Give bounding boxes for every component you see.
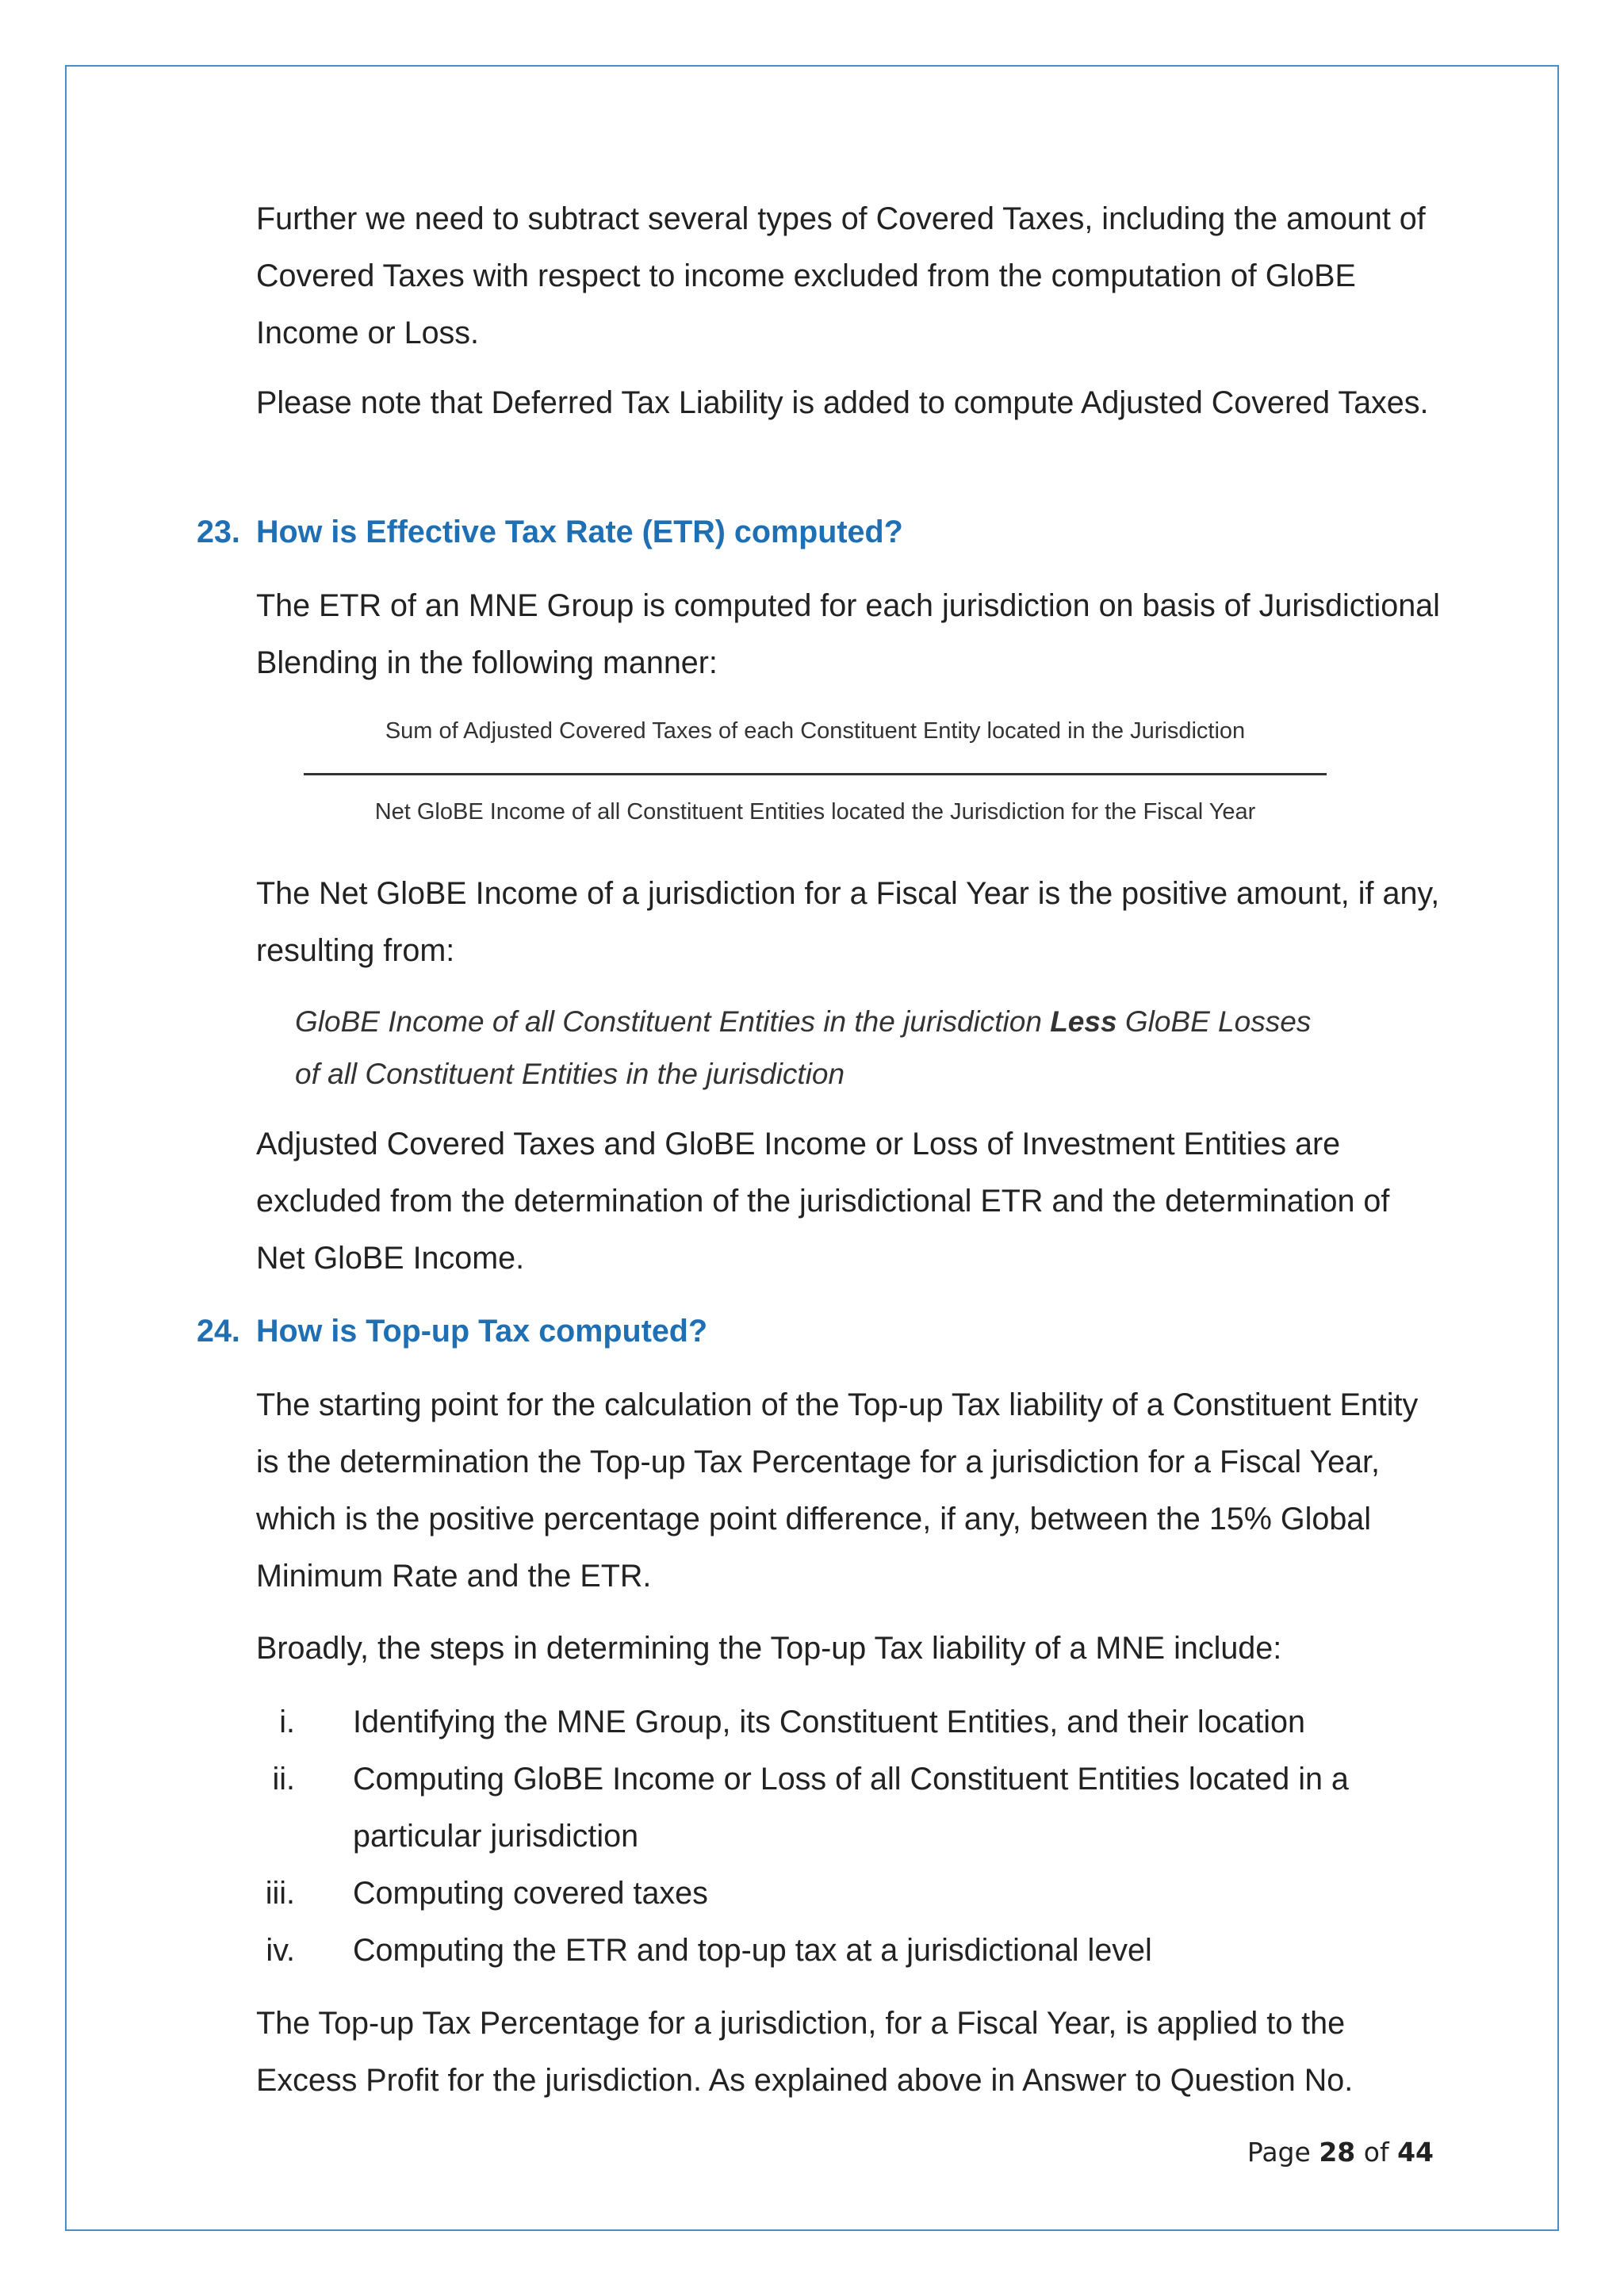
list-marker: iii.	[265, 1876, 295, 1911]
paragraph-top-up-starting-point: The starting point for the calculation of the Top-up Tax liability of a Constituent Entity is the determination the Top-up Tax Percentage for a jurisdiction for a Fiscal Year, which is the positive percentage point difference, if any, between the 15% Global Minimum Rate and the ETR.	[256, 1387, 1419, 1594]
formula-denominator: Net GloBE Income of all Constituent Entities located the Jurisdiction for the Fiscal Year	[374, 799, 1256, 825]
heading-text: How is Top-up Tax computed?	[256, 1314, 708, 1349]
list-item-text: Computing covered taxes	[353, 1876, 708, 1911]
heading-number: 23.	[197, 515, 240, 549]
paragraph-steps-intro: Broadly, the steps in determining the Top-up Tax liability of a MNE include:	[256, 1631, 1282, 1666]
paragraph-etr-intro: The ETR of an MNE Group is computed for each jurisdiction on basis of Jurisdictional Blending in the following manner:	[256, 588, 1440, 680]
current-page: 28	[1319, 2137, 1356, 2168]
of-label: of	[1363, 2137, 1389, 2168]
paragraph-investment-entities: Adjusted Covered Taxes and GloBE Income or Loss of Investment Entities are excluded from the determination of the jurisdictional ETR and the determination of Net GloBE Income.	[256, 1127, 1390, 1276]
list-item-text: Identifying the MNE Group, its Constituent Entities, and their location	[353, 1705, 1305, 1739]
net-income-formula-line2: of all Constituent Entities in the jurisdiction	[295, 1058, 845, 1090]
heading-text: How is Effective Tax Rate (ETR) computed?	[256, 515, 903, 549]
paragraph-deferred-tax-note: Please note that Deferred Tax Liability is added to compute Adjusted Covered Taxes.	[256, 385, 1429, 420]
list-item-text: Computing GloBE Income or Loss of all Constituent Entities located in a particular jurisdiction	[353, 1762, 1349, 1854]
net-income-formula	[295, 996, 1405, 1100]
heading-number: 24.	[197, 1314, 240, 1349]
net-income-formula-part1: GloBE Income of all Constituent Entities in the jurisdiction	[295, 1005, 1051, 1038]
page-number	[1247, 2135, 1434, 2170]
list-marker: ii.	[272, 1762, 295, 1797]
paragraph-subtract-covered-taxes: Further we need to subtract several types of Covered Taxes, including the amount of Covered Taxes with respect to income excluded from the computation of GloBE Income or Loss.	[256, 201, 1426, 350]
heading-question-23	[197, 503, 1465, 561]
formula-divider	[304, 773, 1327, 775]
heading-question-24	[197, 1303, 1465, 1360]
paragraph-excess-profit: The Top-up Tax Percentage for a jurisdiction, for a Fiscal Year, is applied to the Excess Profit for the jurisdiction. As explained above in Answer to Question No.	[256, 2006, 1354, 2098]
list-item-text: Computing the ETR and top-up tax at a jurisdictional level	[353, 1933, 1152, 1968]
list-marker: iv.	[266, 1933, 295, 1968]
formula-numerator: Sum of Adjusted Covered Taxes of each Constituent Entity located in the Jurisdiction	[385, 718, 1246, 744]
net-income-formula-keyword: Less	[1050, 1005, 1117, 1038]
paragraph-net-globe-income: The Net GloBE Income of a jurisdiction for a Fiscal Year is the positive amount, if any, resulting from:	[256, 876, 1440, 968]
net-income-formula-part2: GloBE Losses	[1116, 1005, 1312, 1038]
total-pages: 44	[1397, 2137, 1434, 2168]
list-marker: i.	[279, 1705, 295, 1739]
page-label: Page	[1247, 2137, 1311, 2168]
